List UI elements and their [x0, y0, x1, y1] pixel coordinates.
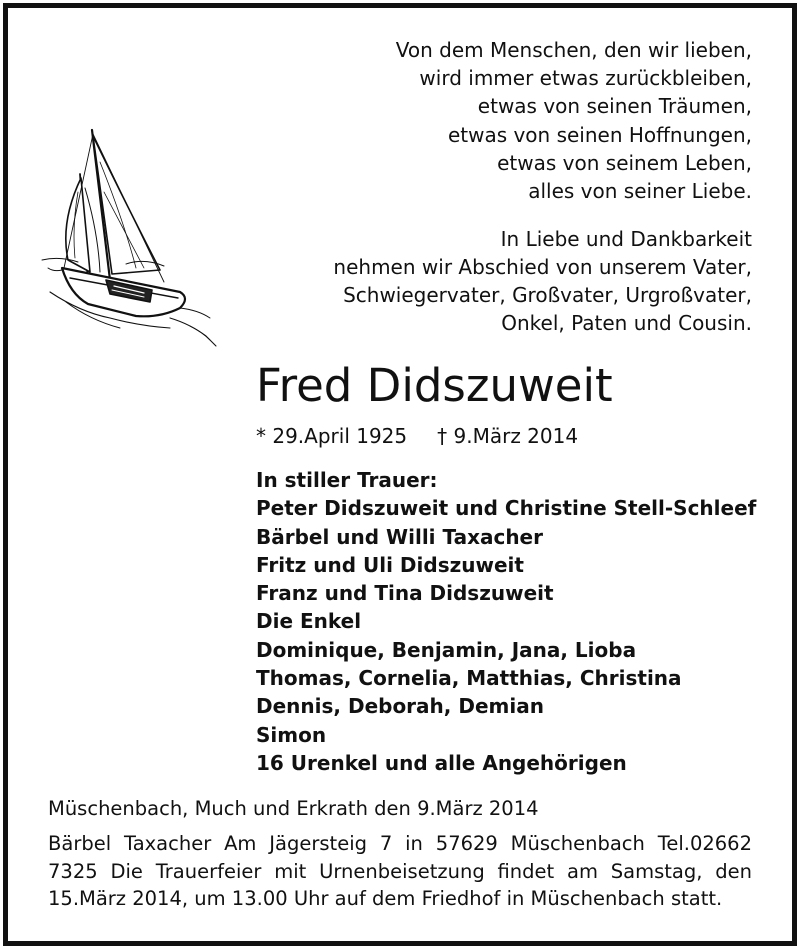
- mourner-entry: Bärbel und Willi Taxacher: [256, 524, 543, 549]
- poem: [396, 36, 752, 205]
- dedication: [333, 225, 752, 337]
- birth-date: * 29.April 1925: [256, 424, 408, 448]
- mourner-entry: Simon: [256, 722, 327, 747]
- funeral-notice: Bärbel Taxacher Am Jägersteig 7 in 57629 Müschenbach Tel.02662 7325 Die Trauerfeier mit Urnenbeisetzung findet am Samstag, den 15.März 2014, um 13.00 Uhr auf dem Friedhof in Müschenbach statt.: [48, 832, 752, 910]
- mourner-entry: Peter Didszuweit und Christine Stell-Schleef: [256, 496, 757, 521]
- dedication-line: Schwiegervater, Großvater, Urgroßvater,: [343, 283, 752, 307]
- poem-line: Von dem Menschen, den wir lieben,: [395, 38, 752, 62]
- mourner-entry: Fritz und Uli Didszuweit: [256, 552, 524, 577]
- mourner-entry: Dennis, Deborah, Demian: [256, 694, 544, 719]
- dedication-line: In Liebe und Dankbarkeit: [500, 227, 752, 251]
- mourner-entry: Dominique, Benjamin, Jana, Lioba: [256, 637, 637, 662]
- dedication-line: nehmen wir Abschied von unserem Vater,: [333, 255, 752, 279]
- place-date: Müschenbach, Much und Erkrath den 9.März 2014: [48, 797, 539, 820]
- death-date: † 9.März 2014: [437, 424, 579, 448]
- dedication-line: Onkel, Paten und Cousin.: [501, 311, 752, 335]
- mourner-entry: 16 Urenkel und alle Angehörigen: [256, 750, 627, 775]
- poem-line: alles von seiner Liebe.: [528, 179, 752, 204]
- mourner-entry: Die Enkel: [256, 609, 362, 634]
- sailboat-icon: [40, 122, 220, 348]
- mourners-heading: In stiller Trauer:: [256, 468, 438, 492]
- poem-line: wird immer etwas zurückbleiben,: [419, 66, 752, 91]
- poem-line: etwas von seinen Hoffnungen,: [447, 122, 752, 147]
- life-dates: [256, 422, 578, 450]
- poem-line: etwas von seinen Träumen,: [477, 94, 752, 119]
- mourner-entry: Franz und Tina Didszuweit: [256, 581, 554, 606]
- poem-line: etwas von seinem Leben,: [497, 150, 752, 175]
- mourner-entry: Thomas, Cornelia, Matthias, Christina: [256, 666, 682, 691]
- mourners-list: [256, 466, 756, 777]
- deceased-name: Fred Didszuweit: [256, 359, 613, 412]
